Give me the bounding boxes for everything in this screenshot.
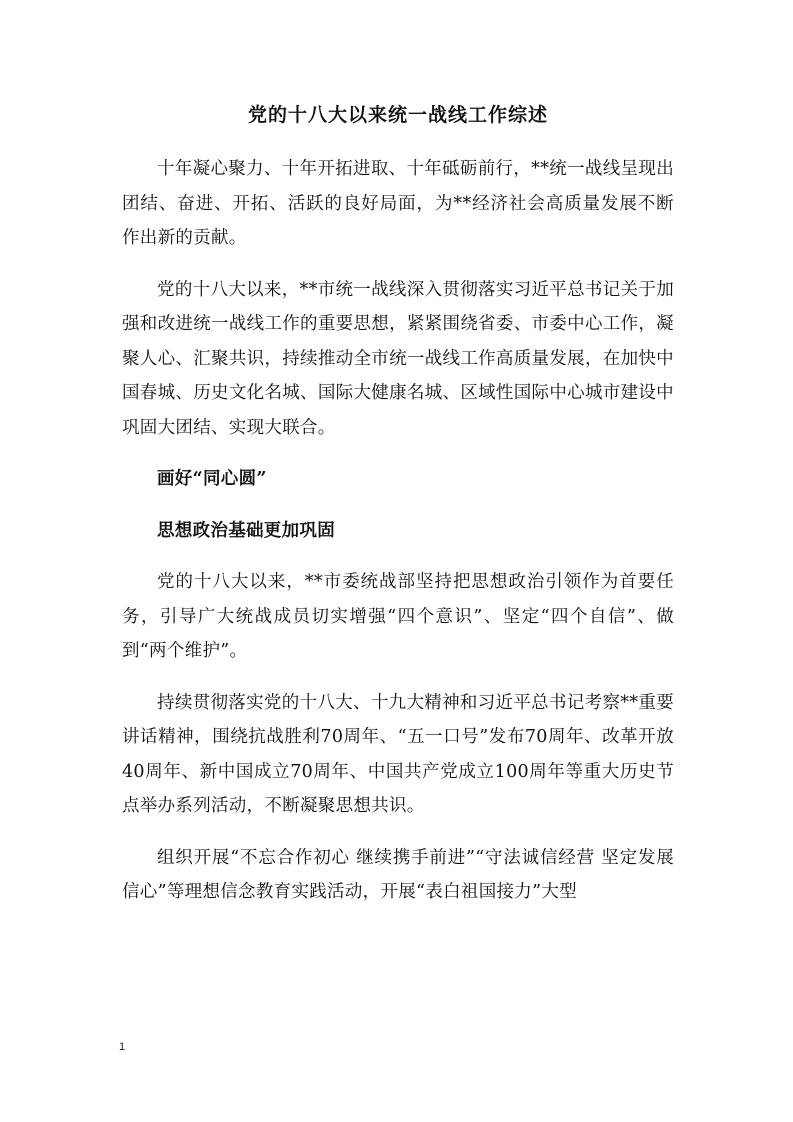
page-number: 1: [119, 1041, 126, 1053]
subsection-heading: 思想政治基础更加巩固: [157, 520, 335, 541]
paragraph-education-activities: 组织开展“不忘合作初心 继续携手前进”“守法诚信经营 坚定发展信心”等理想信念教育实践活动，开展“表白祖国接力”大型: [122, 847, 674, 902]
paragraph-intro: 十年凝心聚力、十年开拓进取、十年砥砺前行，**统一战线呈现出团结、奋进、开拓、活跃的良好局面，为**经济社会高质量发展不断作出新的贡献。: [122, 159, 674, 248]
paragraph-political-guidance: 党的十八大以来，**市委统战部坚持把思想政治引领作为首要任务，引导广大统战成员切实增强“四个意识”、坚定“四个自信”、做到“两个维护”。: [122, 572, 674, 661]
paragraph-overview: 党的十八大以来，**市统一战线深入贯彻落实习近平总书记关于加强和改进统一战线工作的重要思想，紧紧围绕省委、市委中心工作，凝聚人心、汇聚共识，持续推动全市统一战线工作高质量发展，在加快中国春城、历史文化名城、国际大健康名城、区域性国际中心城市建设中巩固大团结、实现大联合。: [122, 279, 674, 438]
section-heading: 画好“同心圆”: [157, 469, 267, 489]
document-body: [122, 100, 674, 927]
paragraph-historical-events: 持续贯彻落实党的十八大、十九大精神和习近平总书记考察**重要讲话精神，围绕抗战胜利70周年、“五一口号”发布70周年、改革开放40周年、新中国成立70周年、中国共产党成立100周年等重大历史节点举办系列活动，不断凝聚思想共识。: [122, 692, 674, 816]
document-title: 党的十八大以来统一战线工作综述: [247, 104, 548, 126]
